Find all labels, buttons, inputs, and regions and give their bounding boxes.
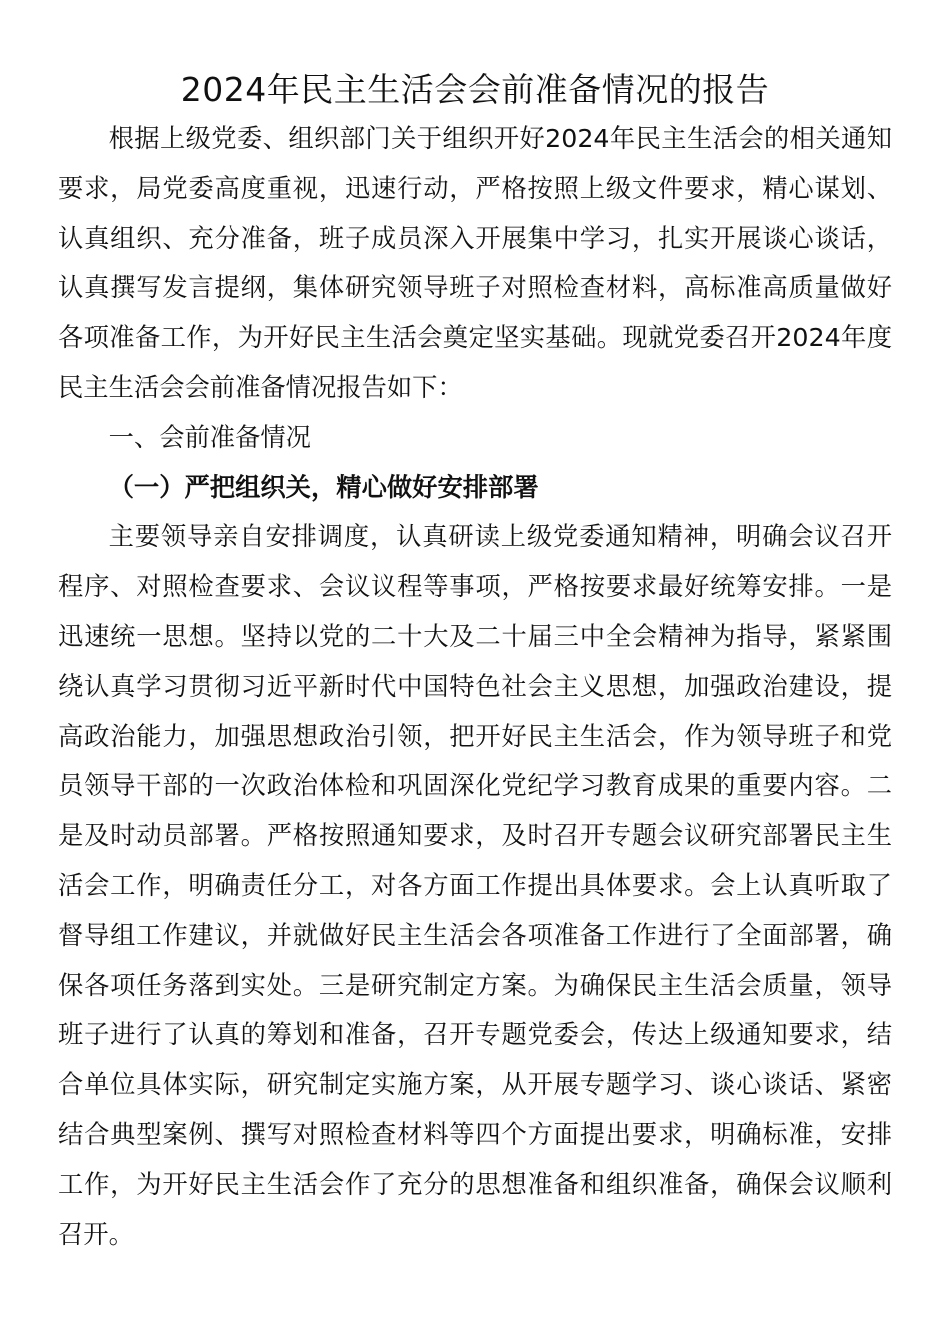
document-body bbox=[58, 114, 892, 1259]
subsection-heading: （一）严把组织关，精心做好安排部署 bbox=[108, 472, 539, 502]
subsection-body-paragraph: 主要领导亲自安排调度，认真研读上级党委通知精神，明确会议召开程序、对照检查要求、会议议程等事项，严格按要求最好统筹安排。一是迅速统一思想。坚持以党的二十大及二十届三中全会精神为指导，紧紧围绕认真学习贯彻习近平新时代中国特色社会主义思想，加强政治建设，提高政治能力，加强思想政治引领，把开好民主生活会，作为领导班子和党员领导干部的一次政治体检和巩固深化党纪学习教育成果的重要内容。二是及时动员部署。严格按照通知要求，及时召开专题会议研究部署民主生活会工作，明确责任分工，对各方面工作提出具体要求。会上认真听取了督导组工作建议，并就做好民主生活会各项准备工作进行了全面部署，确保各项任务落到实处。三是研究制定方案。为确保民主生活会质量，领导班子进行了认真的筹划和准备，召开专题党委会，传达上级通知要求，结合单位具体实际，研究制定实施方案，从开展专题学习、谈心谈话、紧密结合典型案例、撰写对照检查材料等四个方面提出要求，明确标准，安排工作，为开好民主生活会作了充分的思想准备和组织准备，确保会议顺利召开。 bbox=[58, 522, 892, 1249]
document-title: 2024年民主生活会会前准备情况的报告 bbox=[180, 70, 770, 109]
section-heading: 一、会前准备情况 bbox=[108, 422, 311, 452]
intro-paragraph: 根据上级党委、组织部门关于组织开好2024年民主生活会的相关通知要求，局党委高度重视，迅速行动，严格按照上级文件要求，精心谋划、认真组织、充分准备，班子成员深入开展集中学习，扎实开展谈心谈话，认真撰写发言提纲，集体研究领导班子对照检查材料，高标准高质量做好各项准备工作，为开好民主生活会奠定坚实基础。现就党委召开2024年度民主生活会会前准备情况报告如下： bbox=[58, 124, 892, 402]
